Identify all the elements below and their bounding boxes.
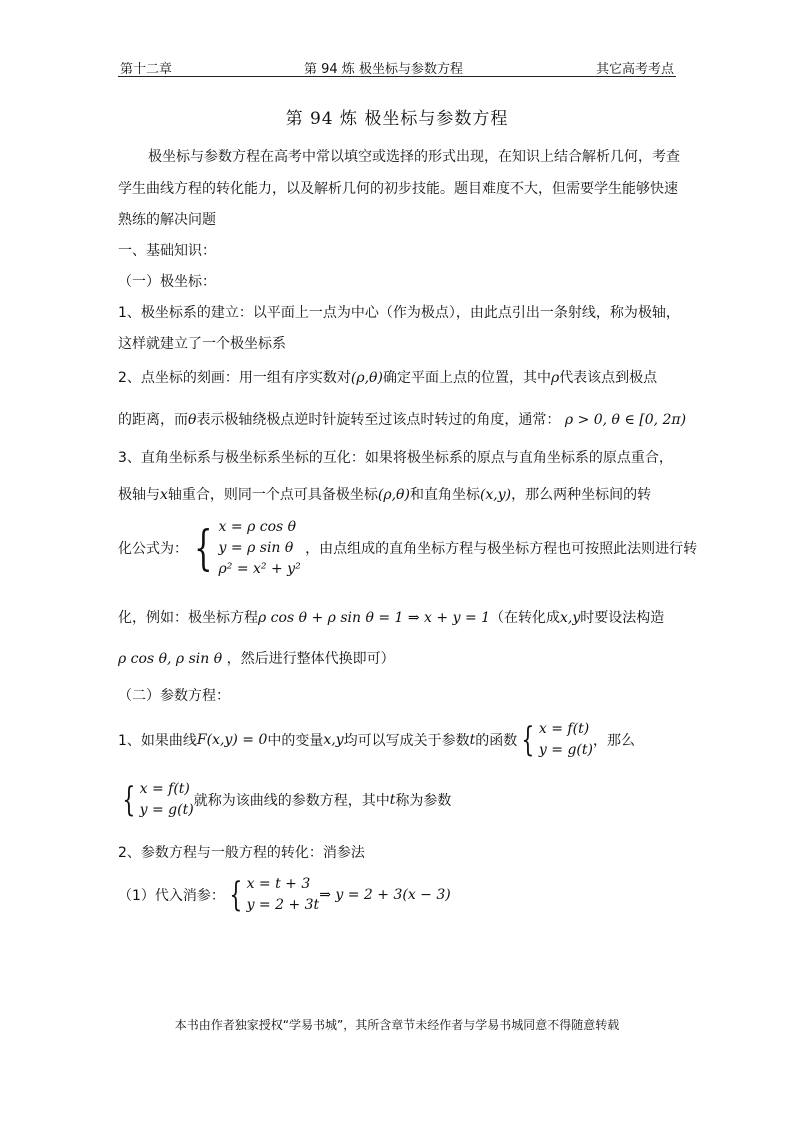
intro-line-3: 熟练的解决问题 <box>118 212 216 228</box>
formula: y = ρ sin θ <box>218 539 294 556</box>
page-header <box>118 56 676 77</box>
formula: x = t + 3 <box>246 876 311 892</box>
math: x,y <box>323 732 344 748</box>
substitution-system <box>247 874 320 916</box>
text: 轴重合，则同一个点可具备极坐标 <box>167 487 378 503</box>
formula: y = g(t) <box>538 742 593 758</box>
parametric-system <box>140 779 194 821</box>
param-line-1 <box>118 718 635 762</box>
math: x <box>160 487 168 503</box>
text: ，那么两种坐标间的转 <box>511 487 652 503</box>
text: ，由点组成的直角坐标方程与极坐标方程也可按照此法则进行转 <box>305 541 698 557</box>
item2-line-1 <box>118 367 657 387</box>
text: 时要设法构造 <box>580 610 665 626</box>
intro-line-1: 极坐标与参数方程在高考中常以填空或选择的形式出现，在知识上结合解析几何，考查 <box>148 149 680 165</box>
math: ρ cos θ, ρ sin θ <box>118 651 223 667</box>
text: 称为参数 <box>395 793 452 809</box>
param-line-3: 2、参数方程与一般方程的转化：消参法 <box>118 845 365 861</box>
left-brace: { <box>122 780 136 820</box>
math: (ρ,θ) <box>377 487 410 503</box>
formula: x = f(t) <box>139 781 190 797</box>
item1-line-1: 1、极坐标系的建立：以平面上一点为中心（作为极点），由此点引出一条射线，称为极轴， <box>118 305 680 321</box>
intro-line-2: 学生曲线方程的转化能力，以及解析几何的初步技能。题目难度不大，但需要学生能够快速 <box>118 181 678 197</box>
text: 的函数 <box>475 733 518 749</box>
text: 确定平面上点的位置，其中 <box>382 370 551 386</box>
text: 表示极轴绕极点逆时针旋转至过该点时转过的角度，通常： <box>196 412 561 428</box>
item3-line-2 <box>118 484 651 504</box>
item2-line-2 <box>118 409 686 429</box>
conversion-formula-system <box>219 517 301 580</box>
math: ⇒ y = 2 + 3(x − 3) <box>319 887 451 903</box>
text: 就称为该曲线的参数方程，其中 <box>193 793 390 809</box>
text: （1）代入消参： <box>118 888 225 904</box>
math: t <box>389 792 396 808</box>
subsection-parametric: （二）参数方程： <box>118 688 230 704</box>
page-title: 第 94 炼 极坐标与参数方程 <box>285 109 509 129</box>
math: (ρ,θ) <box>350 370 383 386</box>
formula: x = f(t) <box>538 721 590 737</box>
param-line-2 <box>118 778 451 822</box>
parametric-system <box>539 719 593 761</box>
item3-formula-line <box>118 516 697 580</box>
section-label: 其它高考考点 <box>595 62 674 77</box>
text: ，那么 <box>592 733 635 749</box>
text: 化，例如：极坐标方程 <box>118 610 258 626</box>
item3-line-example <box>118 607 664 627</box>
math: t <box>469 732 476 748</box>
math: (x,y) <box>479 487 512 503</box>
text: 中的变量 <box>267 733 324 749</box>
subsection-polar: （一）极坐标： <box>118 274 216 290</box>
math: x,y <box>560 610 581 626</box>
math: ρ <box>550 370 560 386</box>
param-example-line <box>118 873 451 917</box>
text: 均可以写成关于参数 <box>343 733 470 749</box>
formula: x = ρ cos θ <box>218 518 297 535</box>
text: 2、点坐标的刻画：用一组有序实数对 <box>118 370 351 386</box>
left-brace: { <box>194 520 213 576</box>
lesson-label: 第 94 炼 极坐标与参数方程 <box>304 62 463 77</box>
text: 极轴与 <box>118 487 160 503</box>
section-heading: 一、基础知识： <box>118 243 216 259</box>
text: 代表该点到极点 <box>559 370 658 386</box>
left-brace: { <box>229 875 243 915</box>
math: ρ > 0, θ ∈ [0, 2π) <box>564 412 687 428</box>
copyright-footer: 本书由作者独家授权“学易书城”，其所含章节未经作者与学易书城同意不得随意转载 <box>174 1018 620 1032</box>
text: 的距离，而 <box>118 412 188 428</box>
text: 1、如果曲线 <box>118 733 197 749</box>
formula: ρ² = x² + y² <box>218 560 301 577</box>
item1-line-2: 这样就建立了一个极坐标系 <box>118 336 286 352</box>
text: 化公式为： <box>118 541 188 557</box>
text: ，然后进行整体代换即可） <box>226 651 395 667</box>
formula: y = g(t) <box>139 802 194 818</box>
formula: y = 2 + 3t <box>246 897 320 913</box>
chapter-label: 第十二章 <box>120 62 173 77</box>
math: F(x,y) = 0 <box>196 732 268 748</box>
left-brace: { <box>521 720 535 760</box>
text: 和直角坐标 <box>409 487 480 503</box>
item3-line-1: 3、直角坐标系与极坐标系坐标的互化：如果将极坐标系的原点与直角坐标系的原点重合， <box>118 450 673 466</box>
math: θ <box>188 412 197 428</box>
math: ρ cos θ + ρ sin θ = 1 ⇒ x + y = 1 <box>258 610 491 626</box>
text: （在转化成 <box>490 610 561 626</box>
item3-line-last <box>118 648 395 668</box>
